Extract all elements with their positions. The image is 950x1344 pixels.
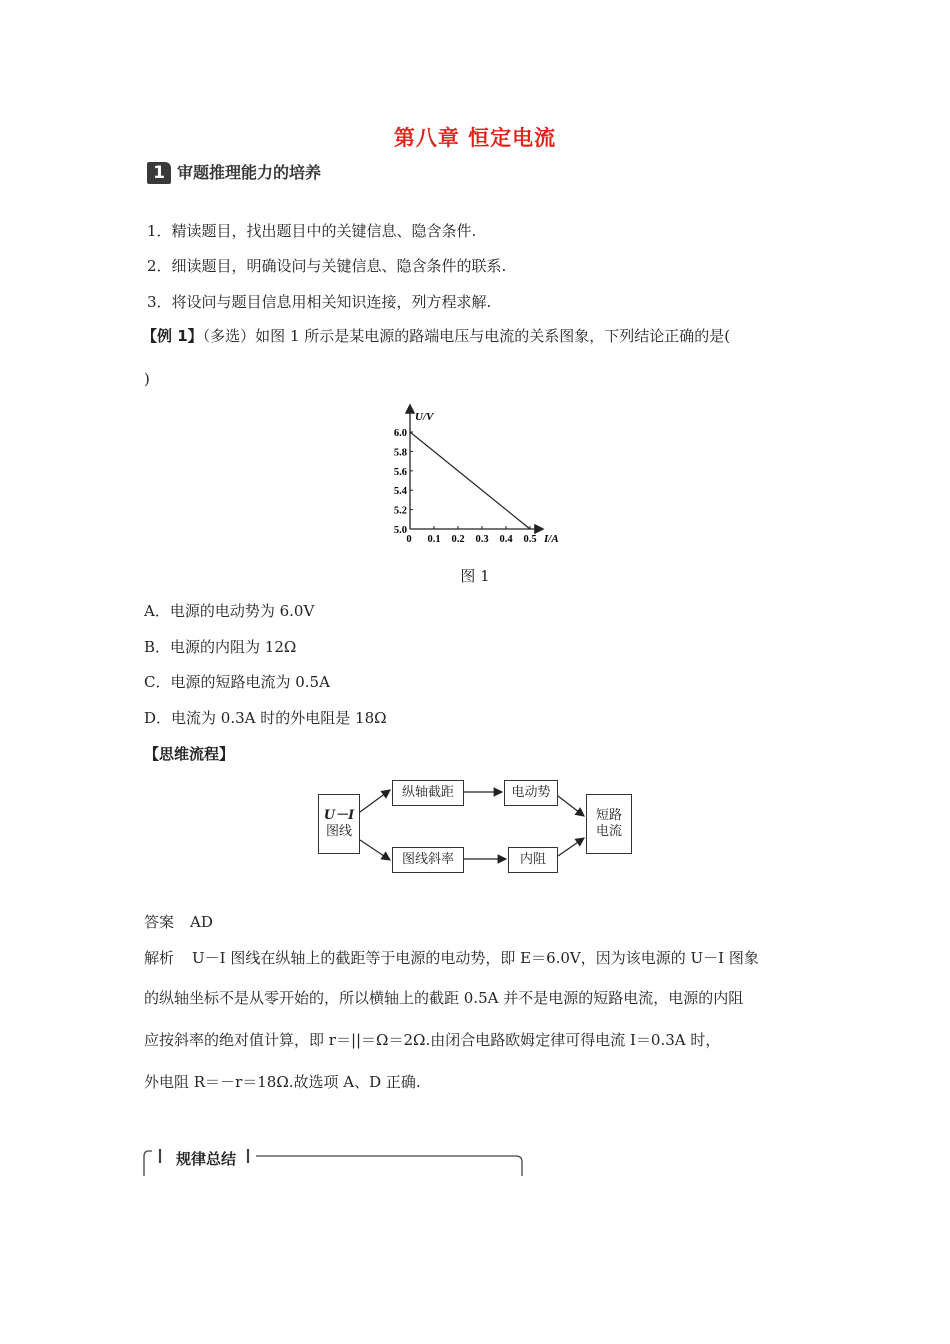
flow-node-short-circuit — [586, 794, 632, 854]
flow-node-ui-graph-line1: U－I — [323, 808, 355, 823]
answer — [144, 912, 213, 932]
flow-node-short-circuit-line1: 短路 — [595, 808, 622, 823]
thinking-label: 【思维流程】 — [144, 745, 235, 763]
x-tick-label: 0.3 — [475, 534, 489, 545]
flow-node-internal-resistance: 内阻 — [508, 847, 558, 873]
option-c: C．电源的短路电流为 0.5A — [144, 673, 330, 691]
y-tick-label: 5.2 — [393, 505, 407, 517]
x-tick-label: 0.4 — [499, 534, 513, 545]
ui-graph — [380, 400, 580, 550]
example-tag: 【例 1】 — [142, 327, 203, 345]
flow-node-intercept: 纵轴截距 — [392, 780, 464, 806]
flow-node-short-circuit-line2: 电流 — [595, 824, 622, 839]
flow-node-ui-graph-line2: 图线 — [325, 824, 352, 839]
option-a: A．电源的电动势为 6.0V — [144, 602, 315, 620]
flow-node-slope: 图线斜率 — [392, 847, 464, 873]
analysis-line-1 — [144, 948, 759, 968]
arrow-bottom-end — [558, 838, 584, 856]
figure-caption: 图 1 — [460, 567, 490, 585]
step-2: 2．细读题目，明确设问与关键信息、隐含条件的联系. — [147, 257, 507, 275]
answer-label: 答案 — [144, 913, 175, 931]
step-3: 3．将设问与题目信息用相关知识连接，列方程求解. — [147, 293, 492, 311]
analysis-label: 解析 — [144, 949, 175, 967]
example-text: （多选）如图 1 所示是某电源的路端电压与电流的关系图象，下列结论正确的是( — [202, 327, 731, 345]
analysis-text-1: U－I 图线在纵轴上的截距等于电源的电动势，即 E＝6.0V，因为该电源的 U－I 图象 — [192, 949, 759, 967]
x-tick-label: 0 — [406, 534, 412, 545]
y-axis-label: U/V — [415, 411, 434, 423]
option-b: B．电源的内阻为 12Ω — [144, 638, 297, 656]
summary-label: 规律总结 — [176, 1150, 237, 1168]
chapter-title: 第八章 恒定电流 — [393, 126, 557, 150]
y-tick-label: 5.0 — [393, 525, 407, 536]
y-tick-label: 6.0 — [393, 428, 407, 439]
series-line — [410, 432, 530, 529]
flow-node-ui-graph — [318, 794, 360, 854]
x-tick-label: 0.5 — [523, 534, 537, 545]
x-axis-label: I/A — [544, 533, 559, 545]
analysis-line-4: 外电阻 R＝－r＝18Ω.故选项 A、D 正确. — [144, 1073, 421, 1091]
step-1: 1．精读题目，找出题目中的关键信息、隐含条件. — [147, 222, 477, 240]
example-stem — [142, 326, 730, 346]
arrow-start-top — [360, 790, 390, 812]
arrow-top-end — [558, 796, 584, 816]
flow-node-emf: 电动势 — [504, 780, 558, 806]
section-number-badge: 1 — [147, 162, 171, 184]
section-title: 审题推理能力的培养 — [177, 163, 322, 182]
flow-diagram — [316, 776, 634, 876]
y-tick-label: 5.8 — [393, 447, 407, 459]
answer-value: AD — [190, 913, 213, 931]
example-stem-close: ) — [144, 370, 150, 388]
option-d: D．电流为 0.3A 时的外电阻是 18Ω — [144, 709, 387, 727]
arrow-start-bottom — [360, 840, 390, 860]
y-tick-label: 5.4 — [393, 486, 407, 498]
analysis-line-2: 的纵轴坐标不是从零开始的，所以横轴上的截距 0.5A 并不是电源的短路电流，电源的内阻 — [144, 989, 744, 1007]
x-tick-label: 0.1 — [427, 534, 441, 545]
x-tick-label: 0.2 — [451, 534, 465, 545]
analysis-line-3: 应按斜率的绝对值计算，即 r＝||＝Ω＝2Ω.由闭合电路欧姆定律可得电流 I＝0.3A 时， — [144, 1031, 721, 1049]
y-tick-label: 5.6 — [393, 466, 407, 478]
